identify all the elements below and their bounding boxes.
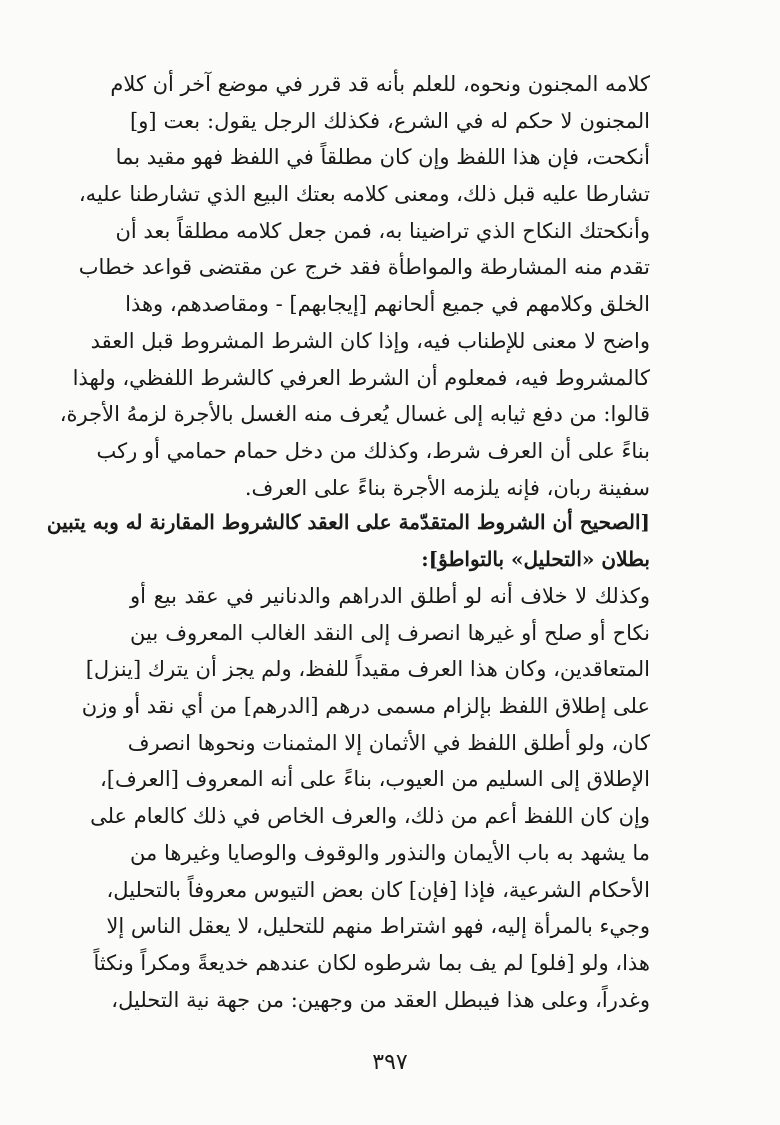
text-line: سفينة ربان، فإنه يلزمه الأجرة بناءً على العرف. [244,475,650,500]
heading-line: بطلان «التحليل» بالتواطؤ]: [421,547,650,571]
text-line: وأنكحتك النكاح الذي تراضينا به، فمن جعل كلامه مطلقاً بعد أن [115,218,650,243]
text-line: هذا، ولو [فلو] لم يف بما شرطوه لكان عندهم خديعةً ومكراً ونكثاً [93,950,650,975]
text-line: وجيء بالمرأة إليه، فهو اشتراط منهم للتحليل، لا يعقل الناس إلا [106,914,650,939]
text-line: تشارطا عليه قبل ذلك، ومعنى كلامه بعتك البيع الذي تشارطنا عليه، [78,182,650,207]
text-line: وإن كان اللفظ أعم من ذلك، والعرف الخاص في ذلك كالعام على [90,804,650,829]
text-line: ما يشهد به باب الأيمان والنذور والوقوف والوصايا وغيرها من [130,840,650,865]
text-line: أنكحت، فإن هذا اللفظ وإن كان مطلقاً في اللفظ فهو مقيد بما [115,145,650,170]
text-line: بناءً على أن العرف شرط، وكذلك من دخل حمام حمامي أو ركب [96,438,650,463]
text-line: الإطلاق إلى السليم من العيوب، بناءً على أنه المعروف [العرف]، [100,767,650,792]
text-line: كالمشروط فيه، فمعلوم أن الشرط العرفي كالشرط اللفظي، ولهذا [72,365,650,390]
text-line: الأحكام الشرعية، فإذا [فإن] كان بعض التيوس معروفاً بالتحليل، [106,877,650,902]
text-line: كلامه المجنون ونحوه، للعلم بأنه قد قرر في موضع آخر أن كلام [110,72,650,96]
text-line: كان، ولو أطلق اللفظ في الأثمان إلا المثمنات ونحوها انصرف [127,730,650,755]
text-line: وغدراً، وعلى هذا فيبطل العقد من وجهين: من جهة نية التحليل، [111,987,650,1012]
text-line: تقدم منه المشارطة والمواطأة فقد خرج عن مقتضى قواعد خطاب [78,255,650,280]
text-line: على إطلاق اللفظ بإلزام مسمى درهم [الدرهم] من أي نقد أو وزن [81,694,650,719]
paragraph-1 [59,66,650,506]
text-line: واضح لا معنى للإطناب فيه، وإذا كان الشرط المشروط قبل العقد [90,328,650,353]
page-number: ٣٩٧ [372,1050,408,1075]
paragraph-2 [81,578,650,1018]
section-heading [46,504,650,578]
text-line: قالوا: من دفع ثيابه إلى غسال يُعرف منه الغسل بالأجرة لزمهُ الأجرة، [59,402,650,427]
text-line: المتعاقدين، وكان هذا العرف مقيداً للفظ، ولم يجز أن يترك [ينزل] [85,657,650,682]
heading-line: [الصحيح أن الشروط المتقدّمة على العقد كالشروط المقارنة له وبه يتبين [46,510,650,534]
text-line: وكذلك لا خلاف أنه لو أطلق الدراهم والدنانير في عقد بيع أو [130,584,650,608]
text-line: الخلق وكلامهم في جميع ألحانهم [إيجابهم] - ومقاصدهم، وهذا [125,292,650,317]
text-line: نكاح أو صلح أو غيرها انصرف إلى النقد الغالب المعروف بين [130,620,650,645]
text-line: المجنون لا حكم له في الشرع، فكذلك الرجل يقول: بعت [و] [130,108,650,133]
